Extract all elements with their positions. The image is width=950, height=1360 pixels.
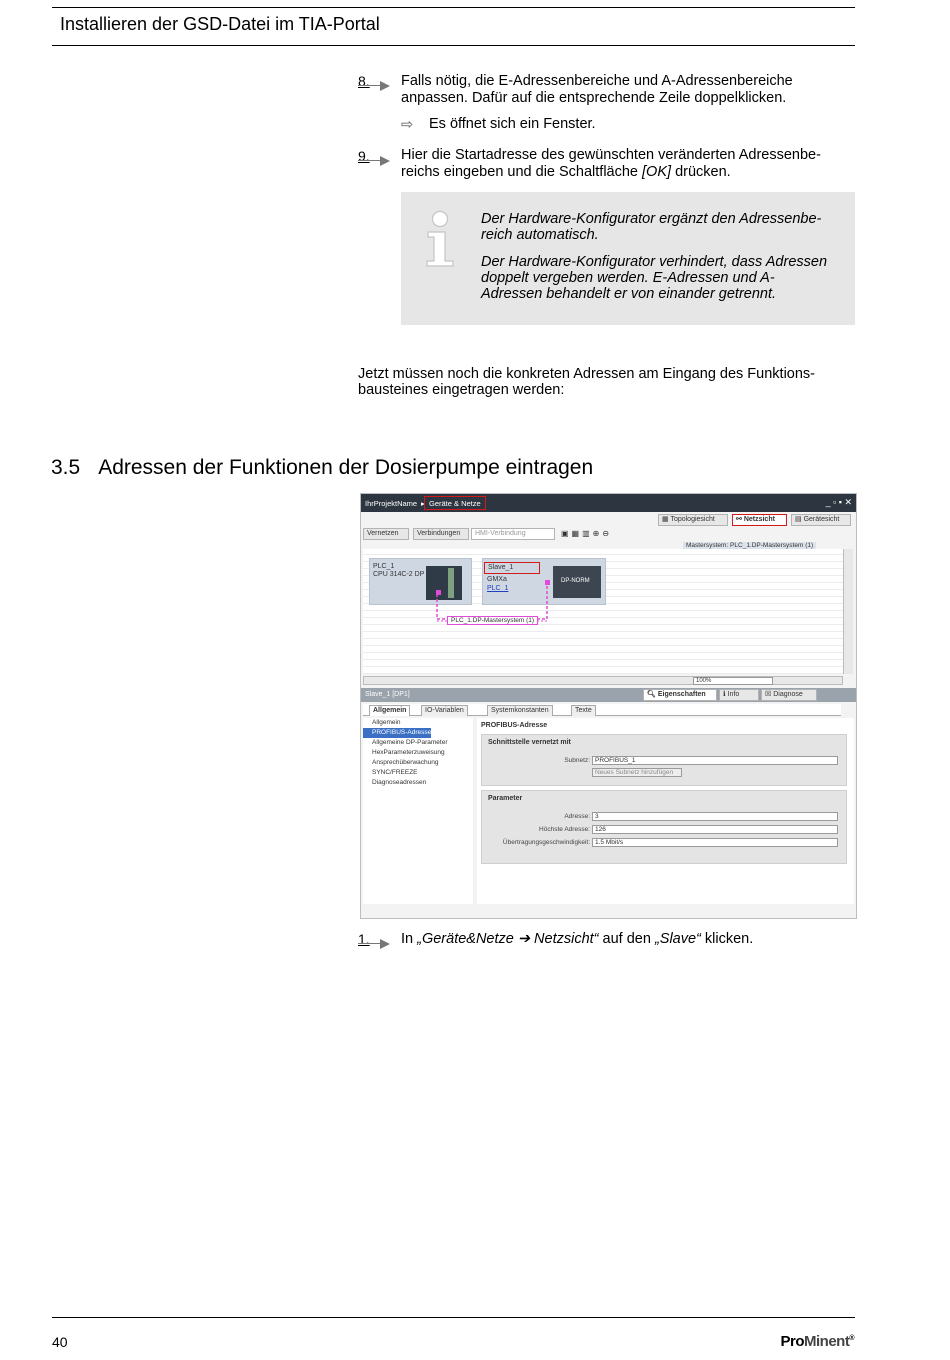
topology-icon: ▦	[662, 516, 671, 523]
subnetz-label: Subnetz:	[564, 757, 590, 764]
tab-io-variablen[interactable]: IO-Variablen	[421, 705, 468, 716]
project-name: IhrProjektName	[365, 499, 418, 508]
nav-hexparameter[interactable]: HexParameterzuweisung	[372, 749, 445, 756]
properties-icon: 🔍︎	[647, 691, 658, 698]
info-small-icon: ℹ	[723, 691, 728, 698]
slave-name[interactable]: Slave_1	[484, 562, 540, 574]
slave-master-link[interactable]: PLC_1	[487, 585, 509, 592]
step-8-number: 8.	[358, 73, 370, 89]
step-9-line2: reichs eingeben und die Schaltfläche [OK] drücken.	[401, 164, 731, 180]
tab-info[interactable]: ℹ Info	[719, 689, 759, 701]
subnetz-select[interactable]: PROFIBUS_1	[592, 756, 838, 765]
hoechste-adresse-field[interactable]: 126	[592, 825, 838, 834]
info-p1-line2: reich automatisch.	[481, 227, 599, 243]
nav-dp-parameter[interactable]: Allgemeine DP-Parameter	[372, 739, 448, 746]
window-controls[interactable]: _ ▫ ▪ ✕	[825, 497, 852, 507]
speed-field[interactable]: 1.5 Mbit/s	[592, 838, 838, 847]
result-text: Es öffnet sich ein Fenster.	[429, 116, 596, 132]
header-bottom-rule	[52, 45, 855, 46]
tab-systemkonstanten[interactable]: Systemkonstanten	[487, 705, 553, 716]
hmi-connection-select[interactable]: HMI-Verbindung	[471, 528, 555, 540]
tab-geraetesicht[interactable]: ▤ Gerätesicht	[791, 514, 851, 526]
footer-rule	[52, 1317, 855, 1318]
step-1-number: 1.	[358, 931, 370, 947]
properties-nav	[363, 718, 473, 904]
step-8-line2: anpassen. Dafür auf die entsprechende Zeile doppelklicken.	[401, 90, 787, 106]
tab-topologiesicht[interactable]: ▦ Topologiesicht	[658, 514, 728, 526]
speed-label: Übertragungsgeschwindigkeit:	[502, 839, 590, 846]
header-title: Installieren der GSD-Datei im TIA-Portal	[60, 14, 380, 34]
nav-allgemein[interactable]: Allgemein	[372, 719, 401, 726]
info-p1-line1: Der Hardware-Konfigurator ergänzt den Adressenbe-	[481, 211, 822, 227]
tab-netzsicht[interactable]: ⚯ Netzsicht	[732, 514, 787, 526]
network-icon: ⚯	[736, 516, 744, 523]
paragraph-line2: bausteines eingetragen werden:	[358, 382, 565, 398]
mastersystem-label: Mastersystem: PLC_1.DP-Mastersystem (1)	[683, 542, 816, 549]
step-8-line1: Falls nötig, die E-Adressenbereiche und A-Adressenbereiche	[401, 73, 793, 89]
step-9-number: 9.	[358, 148, 370, 164]
plc-name: PLC_1	[373, 563, 395, 570]
vernetzen-button[interactable]: Vernetzen	[363, 528, 409, 540]
properties-tabs	[363, 704, 841, 716]
slave-type: GMXa	[487, 576, 507, 583]
tab-eigenschaften[interactable]: 🔍︎ Eigenschaften	[643, 689, 717, 701]
paragraph-line1: Jetzt müssen noch die konkreten Adressen am Eingang des Funktions-	[358, 366, 816, 382]
properties-panel	[477, 718, 854, 904]
step-arrow-icon	[358, 156, 392, 164]
group-interface	[481, 734, 847, 786]
hoechste-adresse-label: Höchste Adresse:	[539, 826, 590, 833]
plc-cpu: CPU 314C-2 DP	[373, 571, 425, 578]
new-subnet-button[interactable]: Neues Subnetz hinzufügen	[592, 768, 682, 777]
nav-ansprechueberwachung[interactable]: Ansprechüberwachung	[372, 759, 439, 766]
prominent-logo: ProMinent®	[780, 1333, 854, 1350]
slave-module-label: DP-NORM	[561, 578, 590, 584]
dp-bus-lines	[363, 549, 843, 674]
zoom-select[interactable]: 100%	[693, 677, 773, 685]
info-p2-line2: doppelt vergeben werden. E-Adressen und A-	[481, 270, 775, 286]
group-interface-title: Schnittstelle vernetzt mit	[488, 739, 571, 746]
slave-ref: „Slave“	[654, 931, 701, 947]
section-heading: 3.5 Adressen der Funktionen der Dosierpumpe eintragen	[51, 456, 594, 479]
diagnose-icon: ☒	[765, 691, 774, 698]
header-top-rule	[52, 7, 855, 8]
adresse-select[interactable]: 3	[592, 812, 838, 821]
network-canvas[interactable]	[363, 549, 843, 674]
info-p2-line1: Der Hardware-Konfigurator verhindert, dass Adressen	[481, 254, 828, 270]
panel-title: PROFIBUS-Adresse	[481, 722, 548, 729]
nav-profibus-adresse[interactable]: PROFIBUS-Adresse	[363, 728, 431, 738]
inspector-title: Slave_1 [DP1]	[365, 691, 410, 698]
menu-path: „Geräte&Netze ➔ Netzsicht“	[417, 931, 599, 947]
adresse-label: Adresse:	[564, 813, 590, 820]
nav-diagnoseadressen[interactable]: Diagnoseadressen	[372, 779, 427, 786]
info-box	[401, 192, 855, 325]
dp-mastersystem-label[interactable]: PLC_1.DP-Mastersystem (1)	[447, 616, 538, 625]
inspector-title-bar	[361, 688, 856, 702]
verbindungen-button[interactable]: Verbindungen	[413, 528, 469, 540]
result-arrow-icon: ⇨	[401, 117, 414, 133]
step-1-text: In „Geräte&Netze ➔ Netzsicht“ auf den „Slave“ klicken.	[401, 931, 754, 947]
ok-button-ref: [OK]	[642, 164, 672, 180]
tab-diagnose[interactable]: ☒ Diagnose	[761, 689, 817, 701]
group-parameter	[481, 790, 847, 864]
step-arrow-icon	[358, 939, 392, 947]
nav-sync-freeze[interactable]: SYNC/FREEZE	[372, 769, 418, 776]
page-number: 40	[52, 1334, 68, 1350]
step-9-line1: Hier die Startadresse des gewünschten veränderten Adressenbe-	[401, 147, 821, 163]
group-parameter-title: Parameter	[488, 795, 523, 802]
tab-texte[interactable]: Texte	[571, 705, 596, 716]
toolbar-icons[interactable]: ▣▦▥⊕⊖	[561, 529, 613, 538]
canvas-vertical-scrollbar[interactable]	[843, 549, 853, 674]
step-arrow-icon	[358, 81, 392, 89]
info-icon	[423, 210, 457, 270]
tia-title-bar: IhrProjektName ▸ Geräte & Netze _ ▫ ▪ ✕	[361, 494, 856, 512]
tab-allgemein[interactable]: Allgemein	[369, 705, 410, 716]
breadcrumb-geraete-netze[interactable]: Geräte & Netze	[424, 496, 486, 510]
info-p2-line3: Adressen behandelt er von einander getrennt.	[481, 286, 777, 302]
device-icon: ▤	[795, 516, 804, 523]
tia-screenshot	[360, 493, 857, 919]
